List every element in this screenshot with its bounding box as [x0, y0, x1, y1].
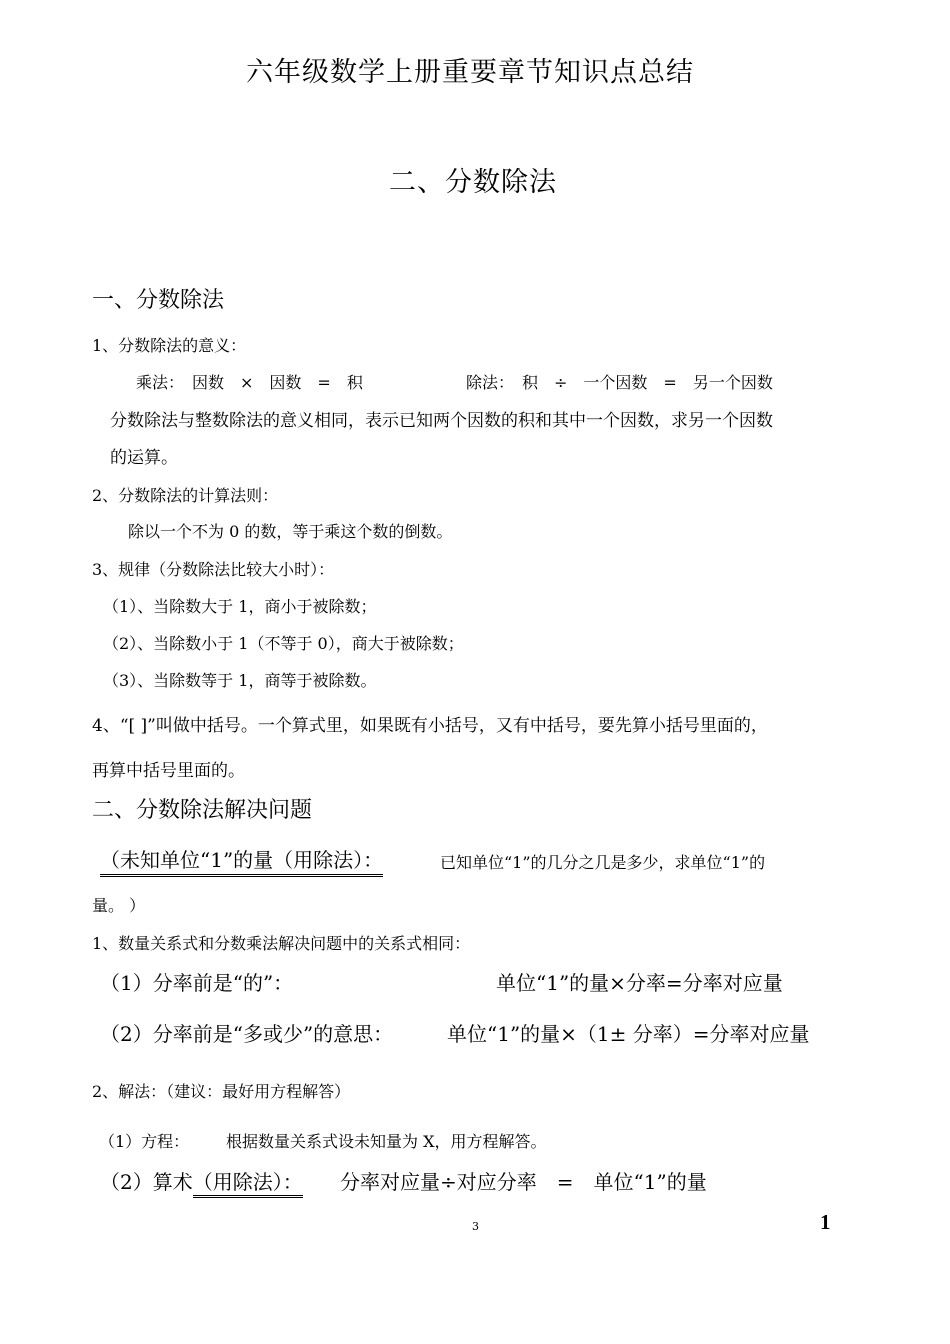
relation1-label: 1、数量关系式和分数乘法解决问题中的关系式相同：: [92, 934, 471, 953]
unknown-unit-description: 已知单位“1”的几分之几是多少，求单位“1”的: [440, 853, 766, 872]
footer-page-number: 1: [820, 1210, 831, 1234]
section2-heading: 二、分数除法解决问题: [92, 798, 313, 823]
arithmetic-method-line: [100, 1166, 303, 1195]
section1-heading: 一、分数除法: [92, 288, 225, 313]
arithmetic-method-formula: 分率对应量÷对应分率 = 单位“1”的量: [340, 1170, 707, 1194]
law-item-1: （1）、当除数大于 1，商小于被除数；: [103, 597, 377, 616]
point1-label: 1、分数除法的意义：: [92, 336, 247, 355]
relation1b-formula: 单位“1”的量×（1± 分率）=分率对应量: [447, 1022, 810, 1046]
point3-label: 3、规律（分数除法比较大小时）：: [92, 560, 335, 579]
unknown-unit-label: （未知单位“1”的量（用除法）：: [100, 844, 383, 877]
arithmetic-method-underlined: （用除法）：: [193, 1170, 303, 1198]
arithmetic-method-prefix: （2）算术: [100, 1170, 193, 1194]
meaning-line2: 的运算。: [110, 448, 178, 468]
relation1a-label: （1）分率前是“的”：: [100, 971, 294, 995]
multiplication-formula: 乘法： 因数 × 因数 = 积: [136, 373, 363, 392]
point4-line2: 再算中括号里面的。: [92, 761, 245, 781]
law-item-2: （2）、当除数小于 1（不等于 0），商大于被除数；: [103, 634, 464, 653]
point4-line1: 4、“[ ]”叫做中括号。一个算式里，如果既有小括号，又有中括号，要先算小括号里面的，: [92, 716, 768, 736]
relation1a-formula: 单位“1”的量×分率=分率对应量: [496, 971, 783, 995]
division-formula: 除法： 积 ÷ 一个因数 = 另一个因数: [466, 373, 773, 392]
relation1b-label: （2）分率前是“多或少”的意思：: [100, 1022, 394, 1046]
meaning-line1: 分数除法与整数除法的意义相同，表示已知两个因数的积和其中一个因数，求另一个因数: [110, 411, 773, 431]
division-rule: 除以一个不为 0 的数，等于乘这个数的倒数。: [128, 522, 453, 541]
law-item-3: （3）、当除数等于 1，商等于被除数。: [103, 671, 377, 690]
unknown-unit-description-end: 量。 ）: [92, 896, 146, 915]
equation-method-description: 根据数量关系式设未知量为 X，用方程解答。: [226, 1132, 547, 1151]
document-title: 六年级数学上册重要章节知识点总结: [246, 57, 694, 88]
chapter-title: 二、分数除法: [389, 167, 557, 198]
point2-label: 2、分数除法的计算法则：: [92, 486, 279, 505]
equation-method-label: （1）方程：: [99, 1132, 190, 1151]
method-label: 2、解法：（建议：最好用方程解答）: [92, 1082, 351, 1101]
footer-page-small: 3: [472, 1220, 479, 1233]
